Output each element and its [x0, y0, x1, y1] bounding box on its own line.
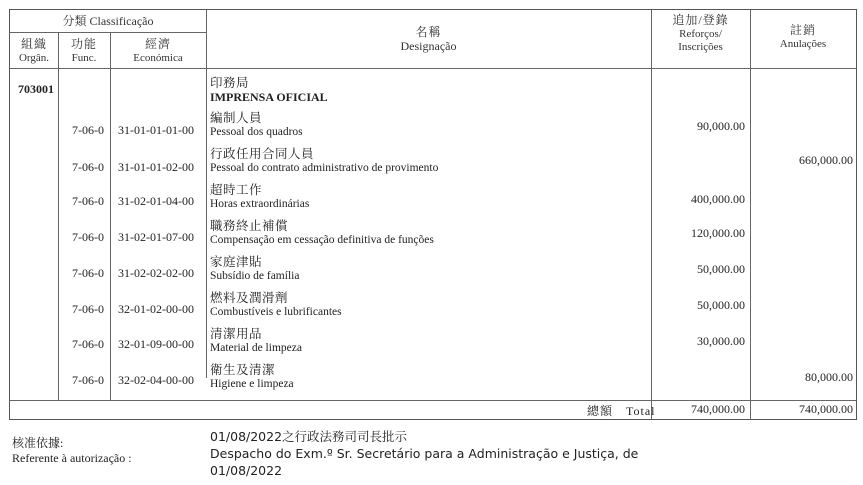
row-reforco: 90,000.00 — [697, 119, 745, 133]
budget-table — [9, 9, 857, 420]
total-top-line — [10, 400, 856, 401]
row-reforco: 50,000.00 — [697, 262, 745, 276]
col-divider-functional — [110, 32, 111, 400]
row-desc-zh: 衛生及清潔 — [210, 363, 276, 377]
row-func: 7-06-0 — [72, 123, 104, 137]
reforcos-header-zh: 追加/登錄 — [672, 13, 729, 27]
row-econ: 32-01-02-00-00 — [118, 302, 194, 316]
row-reforco: 120,000.00 — [691, 226, 745, 240]
designation-header-pt: Designação — [400, 39, 457, 53]
row-func: 7-06-0 — [72, 302, 104, 316]
total-label: 總額 Total — [587, 404, 656, 418]
row-reforco: 30,000.00 — [697, 334, 745, 348]
col-divider-organic — [58, 32, 59, 400]
row-econ: 32-01-09-00-00 — [118, 337, 194, 351]
organ-name — [210, 76, 328, 104]
row-desc-pt: Compensação em cessação definitiva de funções — [210, 234, 434, 246]
row-desc-zh: 編制人員 — [210, 111, 263, 125]
row-desc-zh: 行政任用合同人員 — [210, 147, 315, 161]
row-desc-pt: Combustíveis e lubrificantes — [210, 306, 342, 318]
row-desc-pt: Material de limpeza — [210, 342, 302, 354]
reforcos-header-pt2: Inscrições — [678, 41, 723, 53]
functional-header-zh: 功能 — [70, 37, 97, 51]
designation-header-zh: 名稱 — [415, 25, 442, 39]
row-econ: 31-02-01-07-00 — [118, 230, 194, 244]
authorization-label — [12, 436, 132, 466]
row-func: 7-06-0 — [72, 266, 104, 280]
row-func: 7-06-0 — [72, 373, 104, 387]
row-reforco: 400,000.00 — [691, 192, 745, 206]
row-econ: 31-01-01-01-00 — [118, 123, 194, 137]
organic-header-zh: 組織 — [20, 37, 47, 51]
col-divider-reforcos — [750, 10, 751, 420]
row-desc-zh: 超時工作 — [210, 183, 263, 197]
organic-header-pt: Orgân. — [18, 52, 50, 64]
authorization-label-zh: 核准依據: — [12, 436, 64, 450]
functional-header-pt: Func. — [71, 52, 97, 64]
col-divider-designation — [651, 10, 652, 420]
organ-code: 703001 — [18, 82, 54, 96]
row-desc-pt: Horas extraordinárias — [210, 198, 310, 210]
row-econ: 31-02-01-04-00 — [118, 194, 194, 208]
row-func: 7-06-0 — [72, 230, 104, 244]
row-desc-zh: 家庭津貼 — [210, 255, 263, 269]
anulacoes-header-pt: Anulações — [779, 38, 827, 50]
row-func: 7-06-0 — [72, 194, 104, 208]
row-anulacao: 660,000.00 — [799, 153, 853, 167]
authorization-line-2: Despacho do Exm.º Sr. Secretário para a Administração e Justiça, de — [210, 446, 639, 461]
row-econ: 31-01-01-02-00 — [118, 160, 194, 174]
row-desc-zh: 清潔用品 — [210, 327, 263, 341]
col-divider-economic — [206, 10, 207, 378]
organ-name-zh: 印務局 — [210, 76, 250, 90]
row-anulacao: 80,000.00 — [805, 370, 853, 384]
economic-header-pt: Económica — [133, 52, 183, 64]
reforcos-header-pt1: Reforços/ — [679, 28, 722, 40]
authorization-line-1: 01/08/2022之行政法務司司長批示 — [210, 429, 408, 444]
row-func: 7-06-0 — [72, 337, 104, 351]
row-desc-pt: Pessoal do contrato administrativo de provimento — [210, 162, 439, 174]
economic-header-zh: 經濟 — [144, 37, 171, 51]
classification-header: 分類 Classificação — [62, 14, 154, 28]
authorization-text — [210, 428, 638, 479]
row-desc-pt: Pessoal dos quadros — [210, 126, 303, 138]
row-desc-pt: Higiene e limpeza — [210, 378, 294, 390]
row-econ: 32-02-04-00-00 — [118, 373, 194, 387]
row-func: 7-06-0 — [72, 160, 104, 174]
row-reforco: 50,000.00 — [697, 298, 745, 312]
total-anulacoes: 740,000.00 — [799, 402, 853, 416]
anulacoes-header-zh: 註銷 — [789, 23, 816, 37]
row-desc-zh: 燃料及潤滑劑 — [210, 291, 289, 305]
authorization-label-pt: Referente à autorização : — [12, 451, 132, 465]
row-econ: 31-02-02-02-00 — [118, 266, 194, 280]
authorization-line-3: 01/08/2022 — [210, 463, 283, 478]
row-desc-pt: Subsídio de família — [210, 270, 300, 282]
organ-name-pt: IMPRENSA OFICIAL — [210, 90, 328, 104]
row-desc-zh: 職務終止補償 — [210, 219, 289, 233]
total-reforcos: 740,000.00 — [691, 402, 745, 416]
classification-divider — [10, 32, 206, 33]
header-bottom-line — [10, 68, 856, 69]
